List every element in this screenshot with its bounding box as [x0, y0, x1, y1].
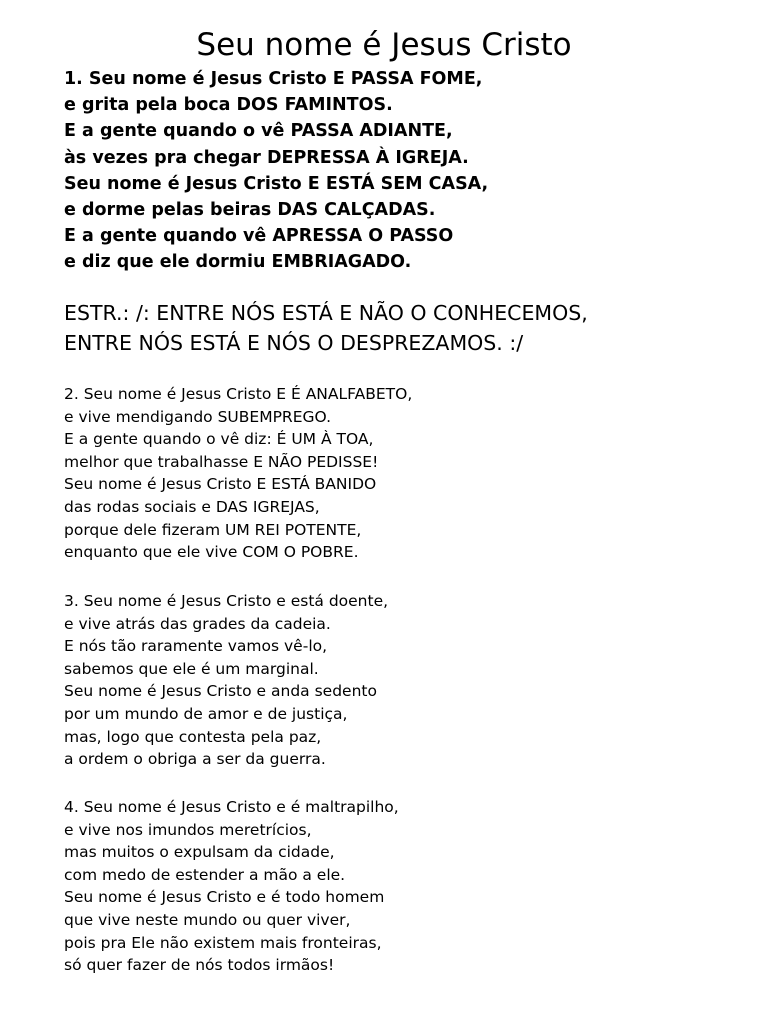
verse-line: e vive nos imundos meretrícios, [64, 820, 312, 839]
verse-line: sabemos que ele é um marginal. [64, 659, 319, 678]
verse-line: melhor que trabalhasse E NÃO PEDISSE! [64, 452, 379, 471]
verse-line: e vive mendigando SUBEMPREGO. [64, 407, 331, 426]
stanza-3 [64, 590, 388, 771]
verse-line: 4. Seu nome é Jesus Cristo e é maltrapilho, [64, 798, 399, 816]
refrain [64, 298, 588, 358]
verse-line: e vive atrás das grades da cadeia. [64, 614, 331, 633]
verse-line: com medo de estender a mão a ele. [64, 865, 346, 884]
refrain-line: ENTRE NÓS ESTÁ E NÓS O DESPREZAMOS. :/ [64, 331, 524, 355]
verse-line: E nós tão raramente vamos vê-lo, [64, 637, 328, 656]
verse-line: e diz que ele dormiu EMBRIAGADO. [64, 252, 412, 273]
verse-line: por um mundo de amor e de justiça, [64, 704, 348, 723]
verse-line: porque dele fizeram UM REI POTENTE, [64, 520, 362, 539]
verse-line: 3. Seu nome é Jesus Cristo e está doente, [64, 592, 389, 610]
verse-line: Seu nome é Jesus Cristo e é todo homem [64, 888, 385, 907]
verse-line: E a gente quando vê APRESSA O PASSO [64, 226, 454, 247]
verse-line: e dorme pelas beiras DAS CALÇADAS. [64, 200, 436, 221]
verse-line: enquanto que ele vive COM O POBRE. [64, 543, 359, 562]
verse-line: 1. Seu nome é Jesus Cristo E PASSA FOME, [64, 69, 483, 89]
verse-line: mas, logo que contesta pela paz, [64, 727, 322, 746]
page-title: Seu nome é Jesus Cristo [196, 27, 572, 63]
verse-line: Seu nome é Jesus Cristo e anda sedento [64, 682, 377, 701]
refrain-line: ESTR.: /: ENTRE NÓS ESTÁ E NÃO O CONHECEMOS, [64, 301, 588, 325]
stanza-1 [64, 66, 488, 276]
verse-line: das rodas sociais e DAS IGREJAS, [64, 497, 320, 516]
verse-line: mas muitos o expulsam da cidade, [64, 843, 335, 862]
verse-line: só quer fazer de nós todos irmãos! [64, 956, 335, 975]
verse-line: 2. Seu nome é Jesus Cristo E É ANALFABETO, [64, 385, 413, 403]
verse-line: E a gente quando o vê diz: É UM À TOA, [64, 430, 374, 449]
stanza-4 [64, 796, 399, 977]
verse-line: E a gente quando o vê PASSA ADIANTE, [64, 121, 453, 142]
verse-line: às vezes pra chegar DEPRESSA À IGREJA. [64, 147, 469, 168]
stanza-2 [64, 383, 412, 564]
verse-line: e grita pela boca DOS FAMINTOS. [64, 95, 393, 116]
verse-line: que vive neste mundo ou quer viver, [64, 910, 351, 929]
verse-line: Seu nome é Jesus Cristo E ESTÁ BANIDO [64, 475, 377, 494]
verse-line: a ordem o obriga a ser da guerra. [64, 750, 326, 769]
verse-line: pois pra Ele não existem mais fronteiras, [64, 933, 382, 952]
verse-line: Seu nome é Jesus Cristo E ESTÁ SEM CASA, [64, 173, 489, 194]
